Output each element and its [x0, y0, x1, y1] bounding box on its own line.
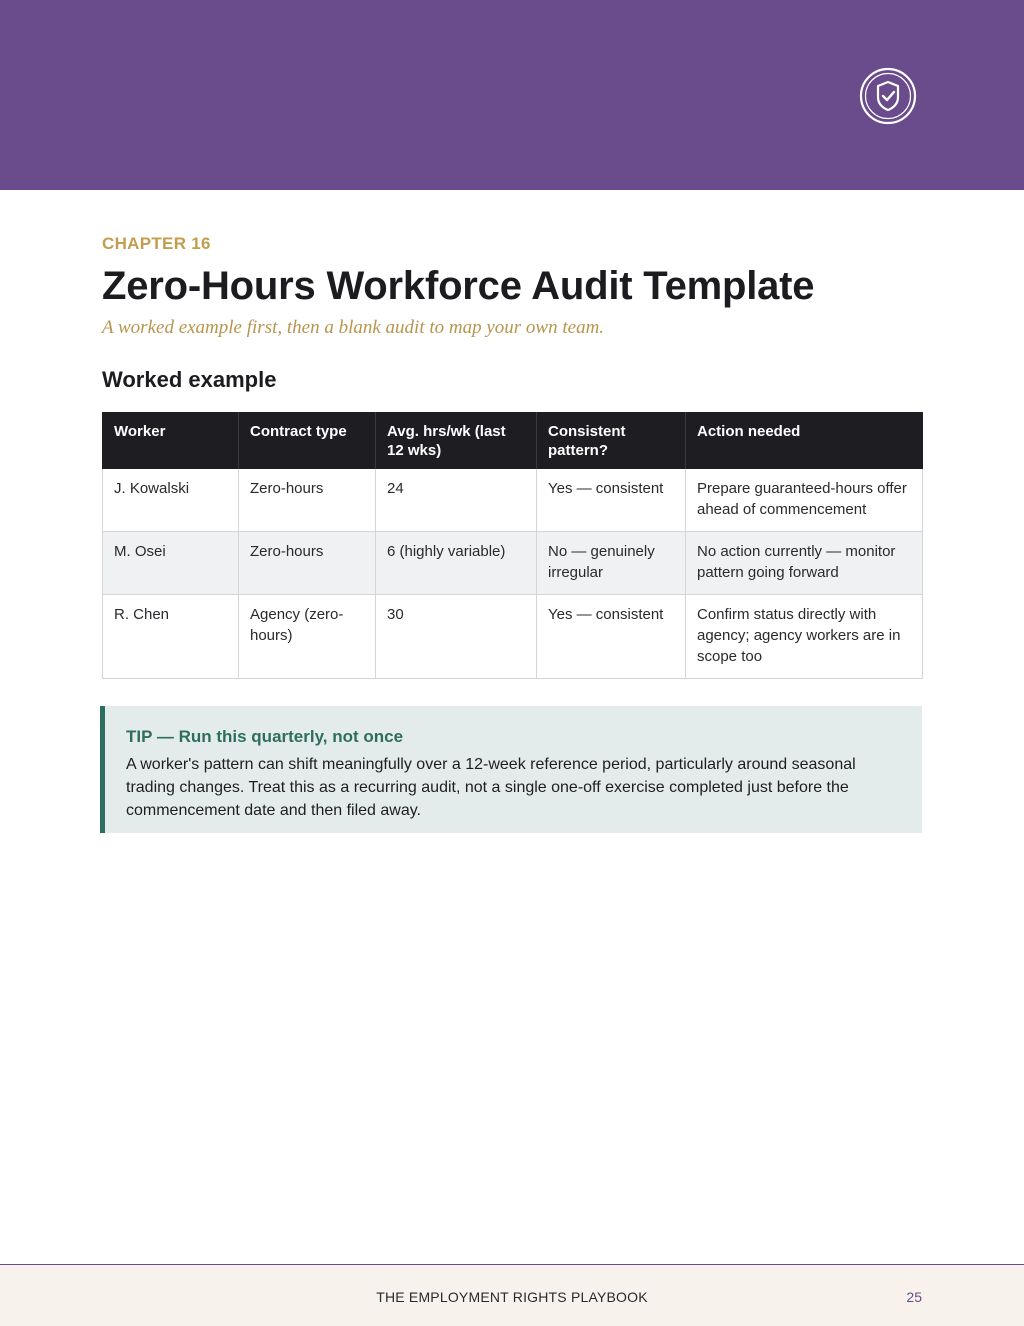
- table-cell: No action currently — monitor pattern going forward: [686, 532, 923, 595]
- chapter-label: CHAPTER 16: [102, 234, 211, 253]
- table-cell: 24: [376, 469, 537, 532]
- page-subtitle: A worked example first, then a blank audit to map your own team.: [102, 317, 605, 338]
- worked-example-table: [102, 412, 923, 679]
- tip-title: TIP — Run this quarterly, not once: [126, 727, 404, 746]
- shield-check-icon: [859, 67, 917, 125]
- page-content: [102, 234, 922, 833]
- table-cell: R. Chen: [103, 595, 239, 679]
- table-cell: M. Osei: [103, 532, 239, 595]
- header-band: [0, 0, 1024, 190]
- tip-body: A worker's pattern can shift meaningfully over a 12-week reference period, particularly around seasonal trading changes. Treat this as a recurring audit, not a single one-off exercise completed just before the commencement date and then filed away.: [126, 756, 856, 819]
- table-cell: 30: [376, 595, 537, 679]
- table-row: [103, 595, 923, 679]
- table-cell: 6 (highly variable): [376, 532, 537, 595]
- column-header: Consistent pattern?: [537, 412, 686, 469]
- footer-book-title: THE EMPLOYMENT RIGHTS PLAYBOOK: [376, 1289, 648, 1305]
- table-cell: Confirm status directly with agency; agency workers are in scope too: [686, 595, 923, 679]
- table-row: [103, 532, 923, 595]
- page-footer: [0, 1264, 1024, 1326]
- section-heading-worked-example: Worked example: [102, 367, 277, 392]
- table-cell: Agency (zero-hours): [239, 595, 376, 679]
- table-row: [103, 469, 923, 532]
- table-cell: Zero-hours: [239, 469, 376, 532]
- table-header-row: [103, 412, 923, 469]
- table-cell: Zero-hours: [239, 532, 376, 595]
- table-cell: No — genuinely irregular: [537, 532, 686, 595]
- table-cell: Prepare guaranteed-hours offer ahead of commencement: [686, 469, 923, 532]
- table-cell: J. Kowalski: [103, 469, 239, 532]
- column-header: Action needed: [686, 412, 923, 469]
- column-header: Avg. hrs/wk (last 12 wks): [376, 412, 537, 469]
- tip-callout: [100, 706, 922, 833]
- page-number: 25: [906, 1289, 922, 1305]
- column-header: Worker: [103, 412, 239, 469]
- page-title: Zero-Hours Workforce Audit Template: [102, 264, 815, 308]
- table-cell: Yes — consistent: [537, 469, 686, 532]
- table-cell: Yes — consistent: [537, 595, 686, 679]
- column-header: Contract type: [239, 412, 376, 469]
